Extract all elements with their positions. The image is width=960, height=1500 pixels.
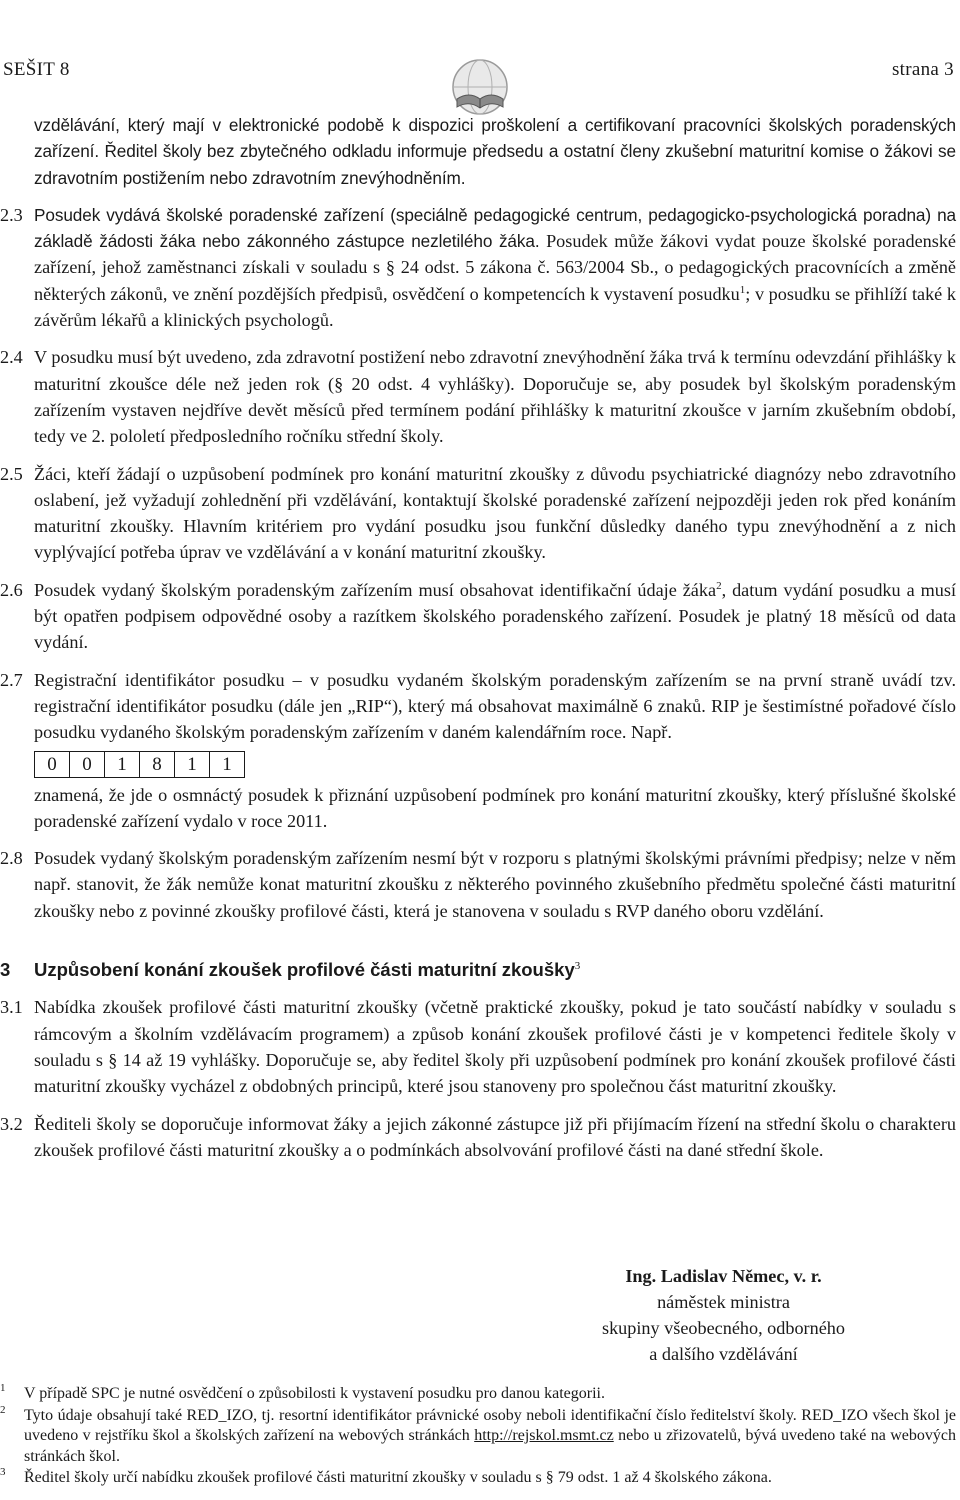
paragraph-3-2: [0, 1111, 956, 1164]
rejskol-link[interactable]: http://rejskol.msmt.cz: [474, 1427, 614, 1444]
paragraph-number: 2.4: [0, 347, 23, 368]
paragraph-text: Registrační identifikátor posudku – v posudku vydaném školským poradenským zařízením se na první straně uvádí tzv. registrační identifikátor posudku (dále jen „RIP“), který má obsahovat maximálně 6 znaků. RIP je šestimístné pořadové číslo posudku vydaného školským poradenským zařízením v daném kalendářním roce. Např.: [34, 669, 956, 743]
rip-digit: 1: [209, 751, 245, 778]
footnote-number: 3: [0, 1466, 6, 1478]
footnote-ref: 2: [716, 579, 722, 592]
paragraph-text: Posudek vydaný školským poradenským zařízením nesmí být v rozporu s platnými školskými právními předpisy; nelze v něm např. stanovit, že žák nemůže konat maturitní zkoušku z některého povinného zkušebního předmětu společné části maturitní zkoušky nebo z povinné zkoušky profilové části, která je stanovena v souladu s RVP daného oboru vzdělání.: [34, 848, 956, 921]
footnote-text: Ředitel školy určí nabídku zkoušek profilové části maturitní zkoušky v souladu s § 79 odst. 1 až 4 školského zákona.: [24, 1469, 772, 1486]
page-header: [0, 55, 960, 83]
paragraph-number: 2.8: [0, 848, 23, 869]
footnote-number: 2: [0, 1403, 6, 1416]
paragraph-number: 2.6: [0, 579, 23, 600]
paragraph-intro: vzdělávání, který mají v elektronické podobě k dispozici proškolení a certifikovaní pracovníci školských poradenských zařízení. Ředitel školy bez zbytečného odkladu informuje předsedu a ostatní členy zkušební maturitní komise o žákovi se zdravotním postižením nebo zdravotním znevýhodněním.: [34, 115, 956, 188]
section-number: 3: [0, 959, 11, 981]
footnote-text: Tyto údaje obsahují také RED_IZO, tj. resortní identifikátor právnické osoby neboli identifikační číslo ředitelství školy. RED_IZO všech škol je uvedeno v rejstříku škol a školských zařízení na webových stránkách: [24, 1406, 956, 1444]
paragraph-2-8: [0, 845, 956, 924]
footnote-1: [0, 1384, 956, 1405]
paragraph-text: Řediteli školy se doporučuje informovat žáky a jejich zákonné zástupce již při přijímacím řízení na střední školu o charakteru zkoušek profilové části maturitní zkoušky a o podmínkách absolvování profilové části na dané střední škole.: [34, 1113, 956, 1160]
signatory-title: a dalšího vzdělávání: [649, 1344, 798, 1364]
page-number: strana 3: [891, 59, 954, 80]
paragraph-number: 2.7: [0, 669, 23, 690]
paragraph-3-1: [0, 994, 956, 1099]
rip-digit: 1: [104, 751, 140, 778]
paragraph-2-3: [0, 202, 956, 333]
paragraph-2-6: [0, 577, 956, 656]
rip-digit: 0: [34, 751, 70, 778]
section-title: Uzpůsobení konání zkoušek profilové části maturitní zkoušky: [34, 959, 575, 981]
paragraph-2-4: [0, 344, 956, 449]
footnotes: [0, 1384, 956, 1490]
footnote-2: [0, 1403, 956, 1468]
rip-digit: 0: [69, 751, 105, 778]
paragraph-2-7: [0, 667, 956, 834]
paragraph-text: , datum vydání posudku a musí být opatřen podpisem odpovědné osoby a razítkem školského poradenského zařízení. Posudek je platný 18 měsíců od data vydání.: [34, 579, 957, 653]
rip-digit: 8: [139, 751, 175, 778]
paragraph-number: 3.2: [0, 1113, 23, 1134]
paragraph-text: Posudek vydaný školským poradenským zařízením musí obsahovat identifikační údaje žáka: [34, 579, 717, 600]
section-heading: [0, 957, 956, 983]
paragraph-text: Nabídka zkoušek profilové části maturitní zkoušky (včetně praktické zkoušky, pokud je tato součástí nabídky v souladu s rámcovým a školním vzdělávacím programem) a způsob konání zkoušek profilové části je v kompetenci ředitele školy v souladu s § 14 až 19 vyhlášky. Doporučuje se, aby ředitel školy při uzpůsobení podmínek pro konání zkoušek profilové části maturitní zkoušky vycházel z obdobných principů, které jsou stanoveny pro společnou část maturitní zkoušky.: [34, 997, 956, 1097]
page-body: [0, 112, 956, 1174]
footnote-text: nebo u zřizovatelů, bývá uvedeno také na webových stránkách škol.: [24, 1427, 956, 1465]
paragraph-number: 3.1: [0, 997, 23, 1018]
paragraph-text: Žáci, kteří žádají o uzpůsobení podmínek pro konání maturitní zkoušky z důvodu psychiatrické diagnózy nebo zdravotního oslabení, jež vyžadují zohlednění při vzdělávání, kontaktují školské poradenské zařízení nejpozději jeden rok před konáním maturitní zkoušky. Hlavním kritériem pro vydání posudku jsou funkční důsledky daného typu znevýhodnění a z nich vyplývající potřeba úprav ve vzdělávání a v konání maturitní zkoušky.: [34, 463, 956, 563]
paragraph-text: Posudek vydává školské poradenské zařízení (speciálně pedagogické centrum, pedagogicko-psychologická poradna) na základě žádosti žáka nebo zákonného zástupce nezletilého žáka.: [34, 204, 956, 252]
issue-label: SEŠIT 8: [3, 59, 70, 80]
rip-example-box: [34, 751, 956, 778]
signatory-title: náměstek ministra: [657, 1292, 790, 1312]
rip-digit: 1: [174, 751, 210, 778]
footnote-3: [0, 1468, 956, 1489]
paragraph-number: 2.3: [0, 204, 23, 225]
paragraph-2-5: [0, 461, 956, 566]
footnote-number: 1: [0, 1382, 6, 1394]
paragraph-text: Posudek může žákovi vydat pouze školské poradenské zařízení, jehož zaměstnanci získali v souladu s § 24 odst. 5 zákona č. 563/2004 Sb., o pedagogických pracovnících a změně některých zákonů, ve znění pozdějších předpisů, osvědčení o kompetencích k vystavení posudku: [34, 231, 956, 304]
paragraph-number: 2.5: [0, 463, 23, 484]
signatory-title: skupiny všeobecného, odborného: [602, 1318, 845, 1338]
paragraph-text: V posudku musí být uvedeno, zda zdravotní postižení nebo zdravotní znevýhodnění žáka trvá k termínu odevzdání přihlášky k maturitní zkoušce déle než jeden rok (§ 20 odst. 4 vyhlášky). Doporučuje se, aby posudek byl školským poradenským zařízením vystaven nejdříve devět měsíců před termínem podání přihlášky k maturitní zkoušce v jarním zkušebním období, tedy ve 2. pololetí předposledního ročníku střední školy.: [34, 347, 956, 447]
paragraph-text: ; v posudku se přihlíží také k závěrům lékařů a klinických psychologů.: [34, 283, 957, 331]
paragraph-text: znamená, že jde o osmnáctý posudek k přiznání uzpůsobení podmínek pro konání maturitní zkoušky, který příslušné školské poradenské zařízení vydalo v roce 2011.: [34, 784, 956, 831]
signature-block: [545, 1263, 902, 1367]
footnote-ref: 3: [574, 959, 581, 972]
footnote-ref: 1: [739, 283, 746, 296]
footnote-text: V případě SPC je nutné osvědčení o způsobilosti k vystavení posudku pro danou kategorii.: [24, 1385, 605, 1402]
signatory-name: Ing. Ladislav Němec, v. r.: [625, 1266, 822, 1286]
